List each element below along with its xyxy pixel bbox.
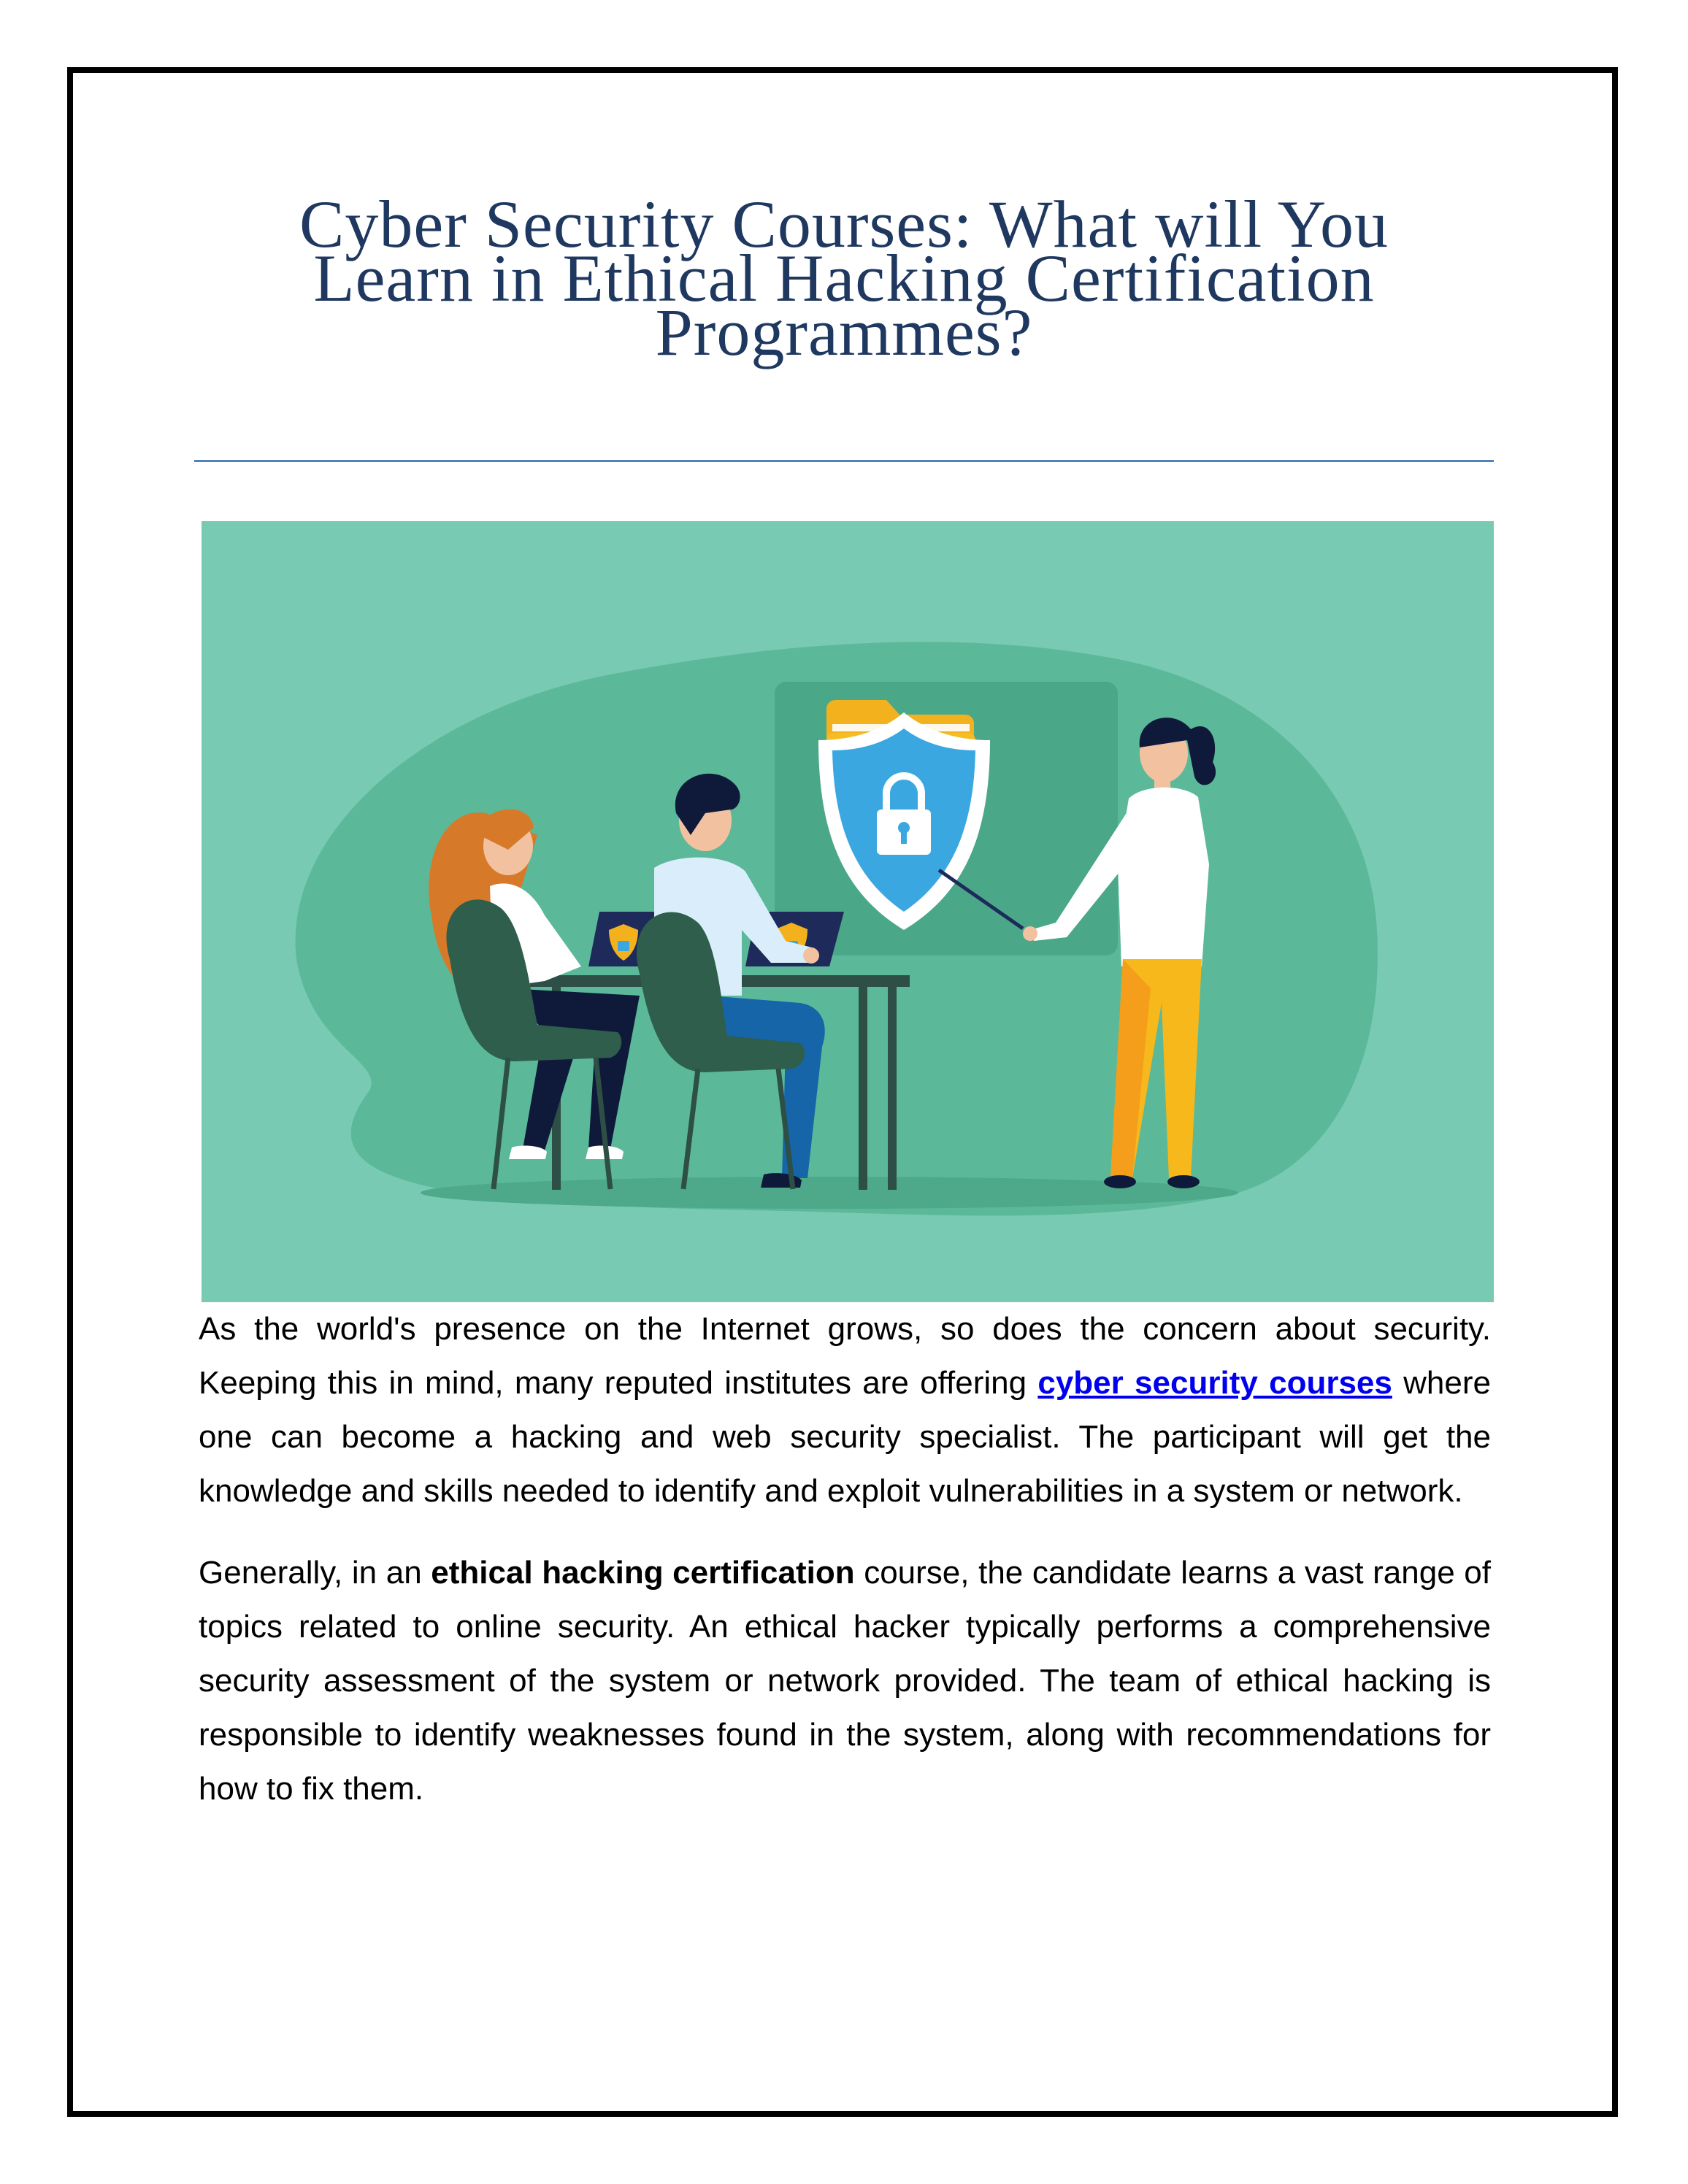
paragraph-1-text-end: where one can become a hacking and web security specialist. The participant will get the knowledge and skills needed to identify and exploit vulnerabilities in a system or network. [199, 1365, 1491, 1509]
title-line-1: Cyber Security Courses: What will You [299, 187, 1389, 261]
ethical-hacking-certification-emphasis: ethical hacking certification [431, 1555, 855, 1591]
illustration-svg [202, 521, 1494, 1302]
paragraph-1-text-start: As the world's presence on the Internet grows, so does the concern about security. Keeping this in mind, many reputed institutes are offering [199, 1311, 1491, 1401]
title-line-2: Learn in Ethical Hacking Certification [313, 241, 1375, 315]
title-line-3: Programmes? [655, 295, 1033, 369]
paragraph-2-text-end: course, the candidate learns a vast range of topics related to online security. An ethical hacker typically performs a comprehensive security assessment of the system or network provided. The team of ethical hacking is responsible to identify weaknesses found in the system, along with recommendations for how to fix them. [199, 1555, 1491, 1807]
page-title [193, 187, 1495, 369]
title-divider [194, 460, 1494, 462]
cyber-security-courses-link[interactable]: cyber security courses [1037, 1365, 1392, 1401]
paragraph-2 [199, 1546, 1491, 1816]
article-body [199, 1302, 1491, 1816]
paragraph-2-text-start: Generally, in an [199, 1555, 431, 1591]
cyber-security-illustration [202, 521, 1494, 1302]
paragraph-1 [199, 1302, 1491, 1518]
